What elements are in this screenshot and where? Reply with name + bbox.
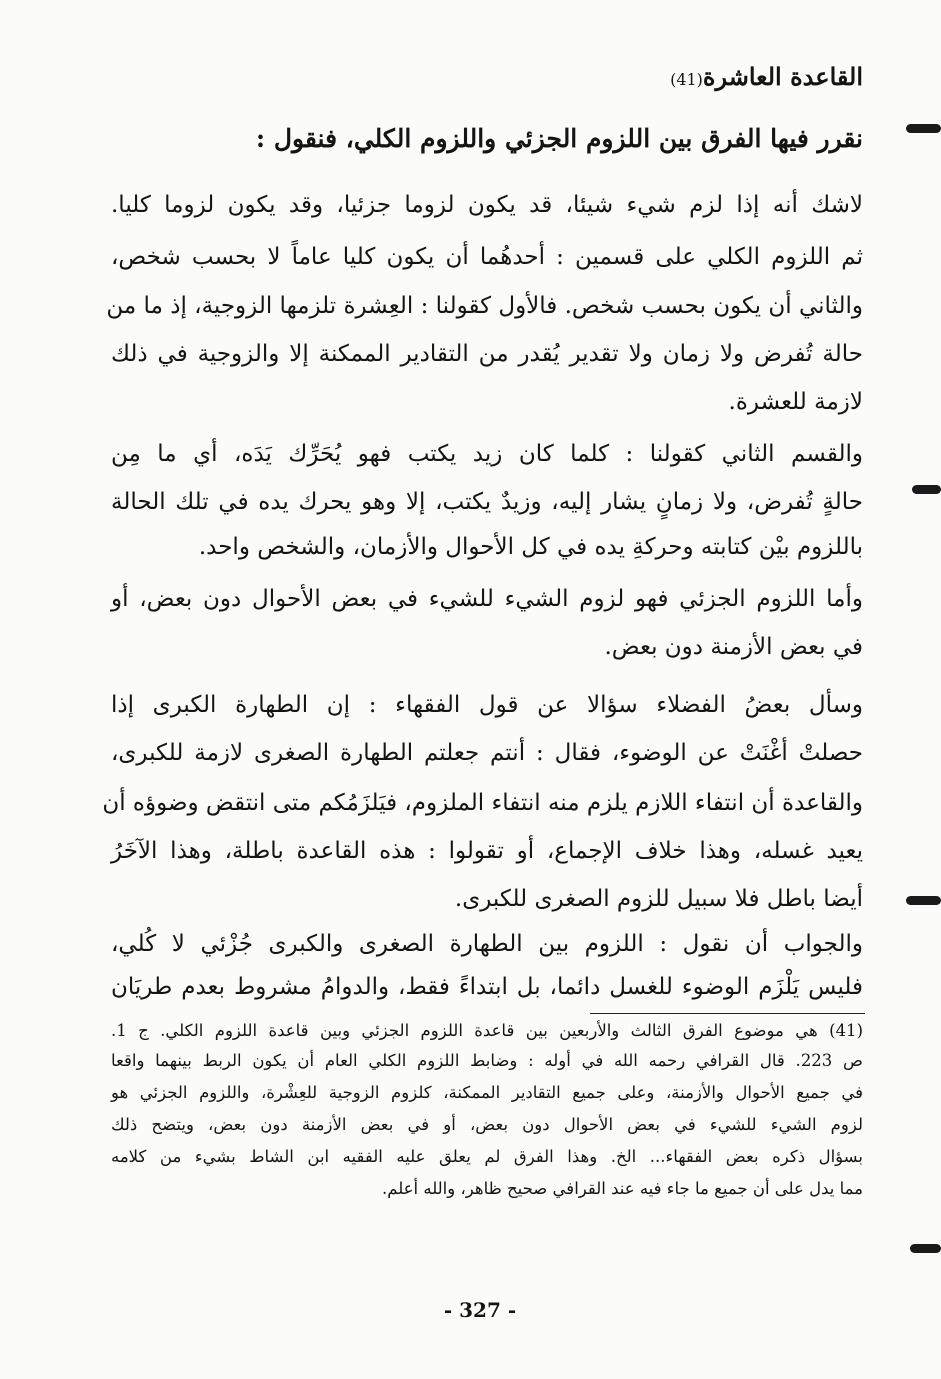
section-title	[303, 62, 863, 91]
section-title-text: القاعدة العاشرة	[702, 62, 863, 91]
footnote-line: ص 223. قال القرافي رحمه الله في أوله : وضابط اللزوم الكلي العام أن يكون الربط بينهما واقعا	[111, 1051, 863, 1070]
body-line: لاشك أنه إذا لزم شيء شيئا، قد يكون لزوما جزئيا، وقد يكون لزوما كليا.	[111, 192, 863, 218]
page-number: - 327 -	[443, 1298, 517, 1322]
body-line: يعيد غسله، وهذا خلاف الإجماع، أو تقولوا : هذه القاعدة باطلة، وهذا الآخَرُ	[111, 838, 863, 864]
scan-edge-mark	[910, 1244, 941, 1253]
footnote-separator	[590, 1013, 865, 1014]
scan-edge-mark	[906, 124, 941, 133]
body-line: أيضا باطل فلا سبيل للزوم الصغرى للكبرى.	[454, 886, 863, 912]
body-line: وسأل بعضُ الفضلاء سؤالا عن قول الفقهاء : إن الطهارة الكبرى إذا	[111, 692, 863, 718]
footnote-reference: (41)	[670, 70, 703, 89]
body-line: والثاني أن يكون بحسب شخص. فالأول كقولنا : العِشرة تلزمها الزوجية، إذ ما من	[106, 293, 863, 319]
scan-edge-mark	[906, 896, 941, 905]
body-line: والقاعدة أن انتفاء اللازم يلزم منه انتفاء الملزوم، فيَلزَمُكم متى انتقض وضوؤه أن	[102, 790, 863, 816]
body-line: والجواب أن نقول : اللزوم بين الطهارة الصغرى والكبرى جُزْئي لا كُلي،	[111, 931, 863, 957]
scan-edge-mark	[912, 485, 941, 494]
body-line: لازمة للعشرة.	[728, 389, 863, 415]
body-line: فليس يَلْزَم الوضوء للغسل دائما، بل ابتداءً فقط، والدوامُ مشروط بعدم طريَان	[111, 974, 864, 1000]
body-line: وأما اللزوم الجزئي فهو لزوم الشيء للشيء في بعض الأحوال دون بعض، أو	[111, 586, 863, 612]
footnote-line: في جميع الأحوال والأزمنة، وعلى جميع التقادير الممكنة، كلزوم الزوجية للعِشْرة، واللزوم الجزئي هو	[111, 1083, 863, 1102]
body-line: حصلتْ أغْنَتْ عن الوضوء، فقال : أنتم جعلتم الطهارة الصغرى لازمة للكبرى،	[111, 740, 863, 766]
body-line: باللزوم بيْن كتابته وحركةِ يده في كل الأحوال والأزمان، والشخص واحد.	[198, 534, 863, 560]
footnote-line: (41) هي موضوع الفرق الثالث والأربعين بين قاعدة اللزوم الجزئي وبين قاعدة اللزوم الكلي. ج 1.	[111, 1021, 863, 1040]
footnote-line: مما يدل على أن جميع ما جاء فيه عند القرافي صحيح ظاهر، والله أعلم.	[381, 1179, 863, 1198]
body-line: حالةٍ تُفرض، ولا زمانٍ يشار إليه، وزيدٌ يكتب، إلا وهو يحرك يده في تلك الحالة	[111, 489, 863, 515]
body-line: والقسم الثاني كقولنا : كلما كان زيد يكتب فهو يُحَرِّك يَدَه، أي ما مِن	[111, 441, 863, 467]
body-line: حالة تُفرض ولا زمان ولا تقدير يُقدر من التقادير الممكنة إلا والزوجية في ذلك	[111, 341, 863, 367]
body-line: في بعض الأزمنة دون بعض.	[604, 634, 863, 660]
footnote-line: بسؤال ذكره بعض الفقهاء... الخ. وهذا الفرق لم يعلق عليه الفقيه ابن الشاط بشيء من كلامه	[111, 1147, 863, 1166]
body-line: ثم اللزوم الكلي على قسمين : أحدهُما أن يكون كليا عاماً لا بحسب شخص،	[111, 244, 863, 270]
footnote-line: لزوم الشيء للشيء في بعض الأحوال دون بعض، أو في بعض الأزمنة دون بعض، ويتضح ذلك	[111, 1115, 863, 1134]
section-heading: نقرر فيها الفرق بين اللزوم الجزئي واللزوم الكلي، فنقول :	[255, 124, 863, 153]
